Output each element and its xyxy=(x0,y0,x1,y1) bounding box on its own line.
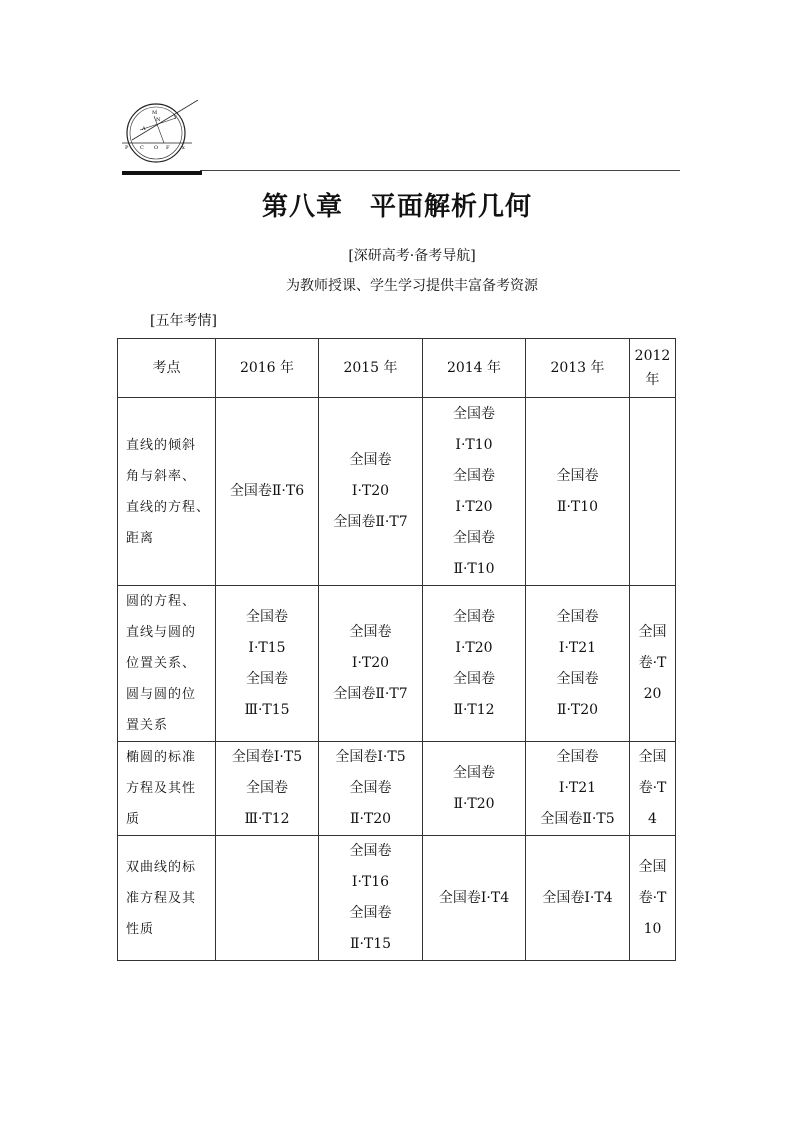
header-rule xyxy=(200,170,680,171)
tagline: 为教师授课、学生学习提供丰富备考资源 xyxy=(286,278,538,294)
exam-ref: 全国卷Ⅱ·T5 xyxy=(540,811,615,827)
exam-ref: 全国卷 xyxy=(453,467,495,484)
exam-ref: 10 xyxy=(643,920,662,937)
exam-ref: 全国卷Ⅰ·T5 xyxy=(335,749,406,765)
topic-line: 置关系 xyxy=(126,718,169,733)
exam-cell xyxy=(630,742,676,836)
exam-ref: Ⅱ·T20 xyxy=(349,811,392,827)
exam-ref: Ⅰ·T10 xyxy=(455,436,493,453)
topic-line: 圆与圆的位 xyxy=(126,687,197,702)
exam-ref: 全国 xyxy=(638,749,667,765)
exam-ref: Ⅲ·T15 xyxy=(244,701,290,718)
exam-ref: 全国 xyxy=(638,858,667,875)
exam-cell xyxy=(423,836,526,961)
exam-cell xyxy=(216,742,319,836)
table-row xyxy=(118,742,676,836)
header-rule-accent xyxy=(122,171,202,175)
exam-cell xyxy=(630,836,676,961)
column-header: 2014 年 xyxy=(423,339,526,398)
exam-ref: Ⅰ·T20 xyxy=(351,483,390,499)
table-row xyxy=(118,836,676,961)
exam-cell xyxy=(526,398,630,586)
svg-text:M: M xyxy=(152,110,158,116)
exam-ref: 全国 xyxy=(638,624,667,640)
svg-text:x: x xyxy=(182,145,185,151)
svg-text:N: N xyxy=(156,117,161,123)
exam-cell xyxy=(423,742,526,836)
exam-ref: Ⅱ·T10 xyxy=(556,498,599,515)
exam-ref: Ⅰ·T21 xyxy=(558,780,597,796)
exam-ref: 全国卷 xyxy=(556,467,599,484)
exam-cell xyxy=(216,586,319,742)
exam-cell xyxy=(526,836,630,961)
exam-cell xyxy=(423,398,526,586)
exam-ref: 全国卷 xyxy=(246,670,288,687)
exam-ref: Ⅰ·T20 xyxy=(455,639,493,656)
exam-ref: 全国卷Ⅱ·T7 xyxy=(333,514,408,530)
svg-text:O: O xyxy=(154,145,159,151)
exam-ref: 全国卷 xyxy=(556,670,599,687)
exam-cell xyxy=(319,742,423,836)
column-header: 考点 xyxy=(118,339,216,398)
exam-ref: 4 xyxy=(648,811,657,827)
exam-cell xyxy=(630,586,676,742)
topic-line: 双曲线的标 xyxy=(126,859,197,875)
svg-text:y: y xyxy=(174,114,177,120)
topic-cell xyxy=(118,742,216,836)
exam-ref: 全国卷 xyxy=(349,843,392,859)
exam-ref: 全国卷Ⅰ·T4 xyxy=(542,889,613,906)
column-header: 2016 年 xyxy=(216,339,319,398)
topic-line: 距离 xyxy=(126,530,155,546)
topic-line: 质 xyxy=(126,812,141,827)
exam-ref: 全国卷 xyxy=(556,608,599,625)
section-label: [五年考情] xyxy=(150,313,217,329)
exam-cell xyxy=(526,586,630,742)
exam-ref: Ⅱ·T20 xyxy=(453,795,495,812)
exam-ref: 全国卷 xyxy=(453,529,495,546)
exam-ref: 全国卷Ⅱ·T6 xyxy=(229,483,305,499)
exam-ref: 全国卷 xyxy=(246,780,288,796)
exam-ref: 全国卷Ⅰ·T5 xyxy=(231,749,303,765)
exam-ref: Ⅱ·T15 xyxy=(349,936,392,952)
svg-text:A: A xyxy=(142,126,146,132)
table-header-row xyxy=(118,339,676,398)
column-header: 2015 年 xyxy=(319,339,423,398)
topic-line: 方程及其性 xyxy=(126,781,197,796)
svg-text:F: F xyxy=(166,145,170,151)
exam-ref: 全国卷 xyxy=(246,608,288,625)
table-row xyxy=(118,586,676,742)
exam-ref: Ⅰ·T21 xyxy=(558,639,597,656)
svg-text:C: C xyxy=(140,145,144,151)
topic-line: 直线与圆的 xyxy=(126,625,197,640)
subtitle: [深研高考·备考导航] xyxy=(348,248,476,264)
exam-ref: 卷·T xyxy=(638,889,667,906)
chapter-title: 第八章 平面解析几何 xyxy=(261,192,532,222)
column-header: 2012 年 xyxy=(630,339,676,398)
topic-cell xyxy=(118,836,216,961)
exam-ref: Ⅱ·T10 xyxy=(453,560,495,577)
exam-table xyxy=(117,338,676,961)
exam-ref: Ⅱ·T20 xyxy=(556,701,599,718)
exam-ref: 全国卷 xyxy=(349,905,392,921)
exam-cell xyxy=(526,742,630,836)
topic-line: 位置关系、 xyxy=(126,656,197,671)
exam-cell xyxy=(216,836,319,961)
exam-ref: 卷·T xyxy=(638,655,667,671)
topic-line: 圆的方程、 xyxy=(126,594,197,609)
table-row xyxy=(118,398,676,586)
topic-line: 直线的倾斜 xyxy=(126,437,197,453)
exam-ref: 全国卷 xyxy=(349,780,392,796)
topic-cell xyxy=(118,586,216,742)
exam-ref: Ⅱ·T12 xyxy=(453,701,495,718)
exam-ref: 全国卷 xyxy=(453,405,495,422)
exam-ref: Ⅰ·T20 xyxy=(351,655,390,671)
exam-cell xyxy=(423,586,526,742)
exam-ref: 全国卷 xyxy=(453,608,495,625)
geometry-circle-logo-icon xyxy=(118,100,208,180)
exam-ref: Ⅰ·T20 xyxy=(455,498,493,515)
topic-cell xyxy=(118,398,216,586)
topic-line: 性质 xyxy=(126,921,155,937)
exam-ref: 全国卷 xyxy=(349,624,392,640)
exam-ref: 20 xyxy=(643,686,662,702)
topic-line: 椭圆的标准 xyxy=(126,750,197,765)
exam-ref: Ⅰ·T16 xyxy=(351,874,390,890)
exam-cell xyxy=(630,398,676,586)
topic-line: 直线的方程、 xyxy=(126,499,211,515)
exam-ref: 全国卷Ⅱ·T7 xyxy=(333,686,408,702)
topic-line: 角与斜率、 xyxy=(126,468,197,484)
exam-ref: 全国卷 xyxy=(556,749,599,765)
column-header: 2013 年 xyxy=(526,339,630,398)
exam-ref: 全国卷 xyxy=(453,670,495,687)
exam-ref: Ⅰ·T15 xyxy=(248,639,286,656)
svg-text:P: P xyxy=(125,145,129,151)
exam-cell xyxy=(319,398,423,586)
exam-cell xyxy=(319,836,423,961)
exam-cell xyxy=(319,586,423,742)
exam-ref: 全国卷 xyxy=(453,764,495,781)
topic-line: 准方程及其 xyxy=(126,890,197,906)
exam-ref: 全国卷Ⅰ·T4 xyxy=(438,889,510,906)
exam-ref: 卷·T xyxy=(638,780,667,796)
exam-ref: Ⅲ·T12 xyxy=(244,811,290,827)
exam-cell xyxy=(216,398,319,586)
exam-ref: 全国卷 xyxy=(349,452,392,468)
